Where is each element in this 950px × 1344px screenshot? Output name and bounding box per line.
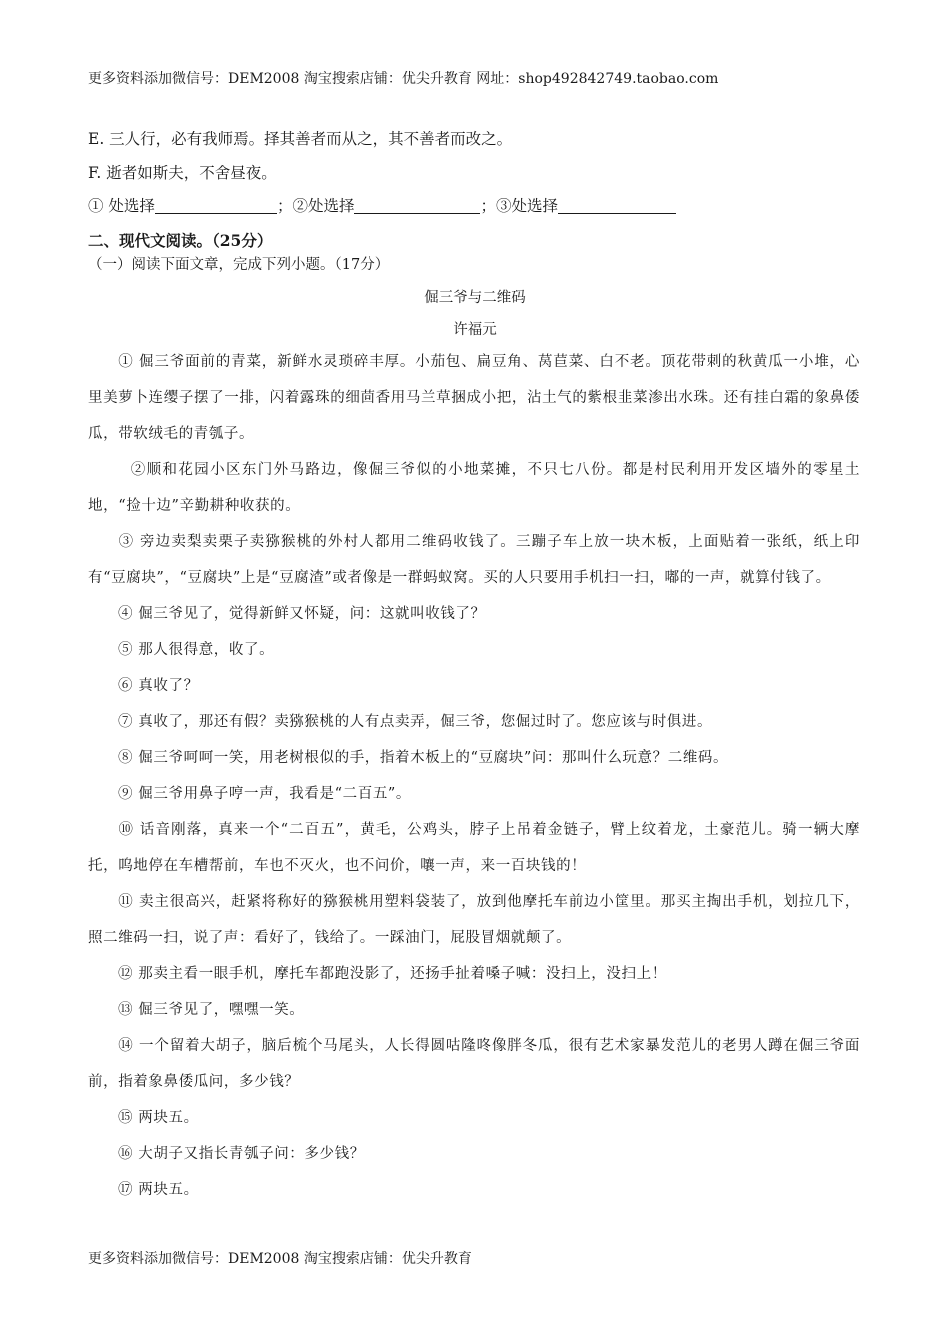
paragraph: ⑰ 两块五。 xyxy=(118,1182,199,1198)
paragraph: ⑬ 倔三爷见了，嘿嘿一笑。 xyxy=(118,1002,305,1018)
paragraph: ⑭ 一个留着大胡子，脑后梳个马尾头，人长得圆咕隆咚像胖冬瓜，很有艺术家暴发范儿的老男人蹲在倔三爷面前，指着象鼻倭瓜问，多少钱？ xyxy=(88,1038,860,1090)
answer-blank-2[interactable] xyxy=(354,197,480,214)
page-header: 更多资料添加微信号：DEM2008 淘宝搜索店铺：优尖升教育 网址：shop492842749.taobao.com xyxy=(88,71,719,87)
paragraph: ⑤ 那人很得意，收了。 xyxy=(118,642,275,658)
answer-line xyxy=(88,194,676,216)
article-body xyxy=(88,344,860,1208)
answer-label-2: ；②处选择 xyxy=(276,197,355,215)
paragraph: ⑧ 倔三爷呵呵一笑，用老树根似的手，指着木板上的“豆腐块”问：那叫什么玩意？二维码。 xyxy=(118,750,729,766)
option-f: F. 逝者如斯夫，不舍昼夜。 xyxy=(88,164,277,182)
paragraph: ① 倔三爷面前的青菜，新鲜水灵琐碎丰厚。小茄包、扁豆角、莴苣菜、白不老。顶花带刺的秋黄瓜一小堆，心里美萝卜连缨子摆了一排，闪着露珠的细茴香用马兰草捆成小把，沾土气的紫根韭菜渗出水珠。还有挂白霜的象鼻倭瓜，带软绒毛的青瓠子。 xyxy=(88,354,860,442)
option-e: E. 三人行，必有我师焉。择其善者而从之，其不善者而改之。 xyxy=(88,130,513,148)
answer-blank-3[interactable] xyxy=(558,197,676,214)
paragraph: ⑫ 那卖主看一眼手机，摩托车都跑没影了，还扬手扯着嗓子喊：没扫上，没扫上！ xyxy=(118,966,667,982)
section-subtitle: （一）阅读下面文章，完成下列小题。（17分） xyxy=(88,257,390,273)
paragraph: ⑩ 话音刚落，真来一个“二百五”，黄毛，公鸡头，脖子上吊着金链子，臂上纹着龙，土豪范儿。骑一辆大摩托，呜地停在车槽帮前，车也不灭火，也不问价，嚷一声，来一百块钱的！ xyxy=(88,822,860,874)
answer-label-3: ；③处选择 xyxy=(480,197,558,215)
paragraph: ⑪ 卖主很高兴，赶紧将称好的猕猴桃用塑料袋装了，放到他摩托车前边小筐里。那买主掏出手机，划拉几下，照二维码一扫，说了声：看好了，钱给了。一踩油门，屁股冒烟就颠了。 xyxy=(88,894,860,946)
section-title: 二、现代文阅读。（25分） xyxy=(88,231,273,250)
answer-label-1: ① 处选择 xyxy=(88,197,155,215)
article-author: 许福元 xyxy=(453,322,497,338)
paragraph: ④ 倔三爷见了，觉得新鲜又怀疑，问：这就叫收钱了？ xyxy=(118,606,486,622)
page-footer: 更多资料添加微信号：DEM2008 淘宝搜索店铺：优尖升教育 xyxy=(88,1251,472,1267)
paragraph: ⑨ 倔三爷用鼻子哼一声，我看是“二百五”。 xyxy=(118,786,412,802)
paragraph: ⑯ 大胡子又指长青瓠子问：多少钱？ xyxy=(118,1146,365,1162)
paragraph: ③ 旁边卖梨卖栗子卖猕猴桃的外村人都用二维码收钱了。三蹦子车上放一块木板，上面贴着一张纸，纸上印有“豆腐块”，“豆腐块”上是“豆腐渣”或者像是一群蚂蚁窝。买的人只要用手机扫一扫，嘟的一声，就算付钱了。 xyxy=(88,534,860,586)
paragraph: ⑮ 两块五。 xyxy=(118,1110,199,1126)
paragraph: ⑦ 真收了，那还有假？卖猕猴桃的人有点卖弄，倔三爷，您倔过时了。您应该与时俱进。 xyxy=(118,714,713,730)
paragraph: ②顺和花园小区东门外马路边，像倔三爷似的小地菜摊，不只七八份。都是村民利用开发区墙外的零星土地，“捡十边”辛勤耕种收获的。 xyxy=(88,462,860,514)
article-title: 倔三爷与二维码 xyxy=(424,290,526,306)
answer-blank-1[interactable] xyxy=(155,197,277,214)
paragraph: ⑥ 真收了？ xyxy=(118,678,199,694)
